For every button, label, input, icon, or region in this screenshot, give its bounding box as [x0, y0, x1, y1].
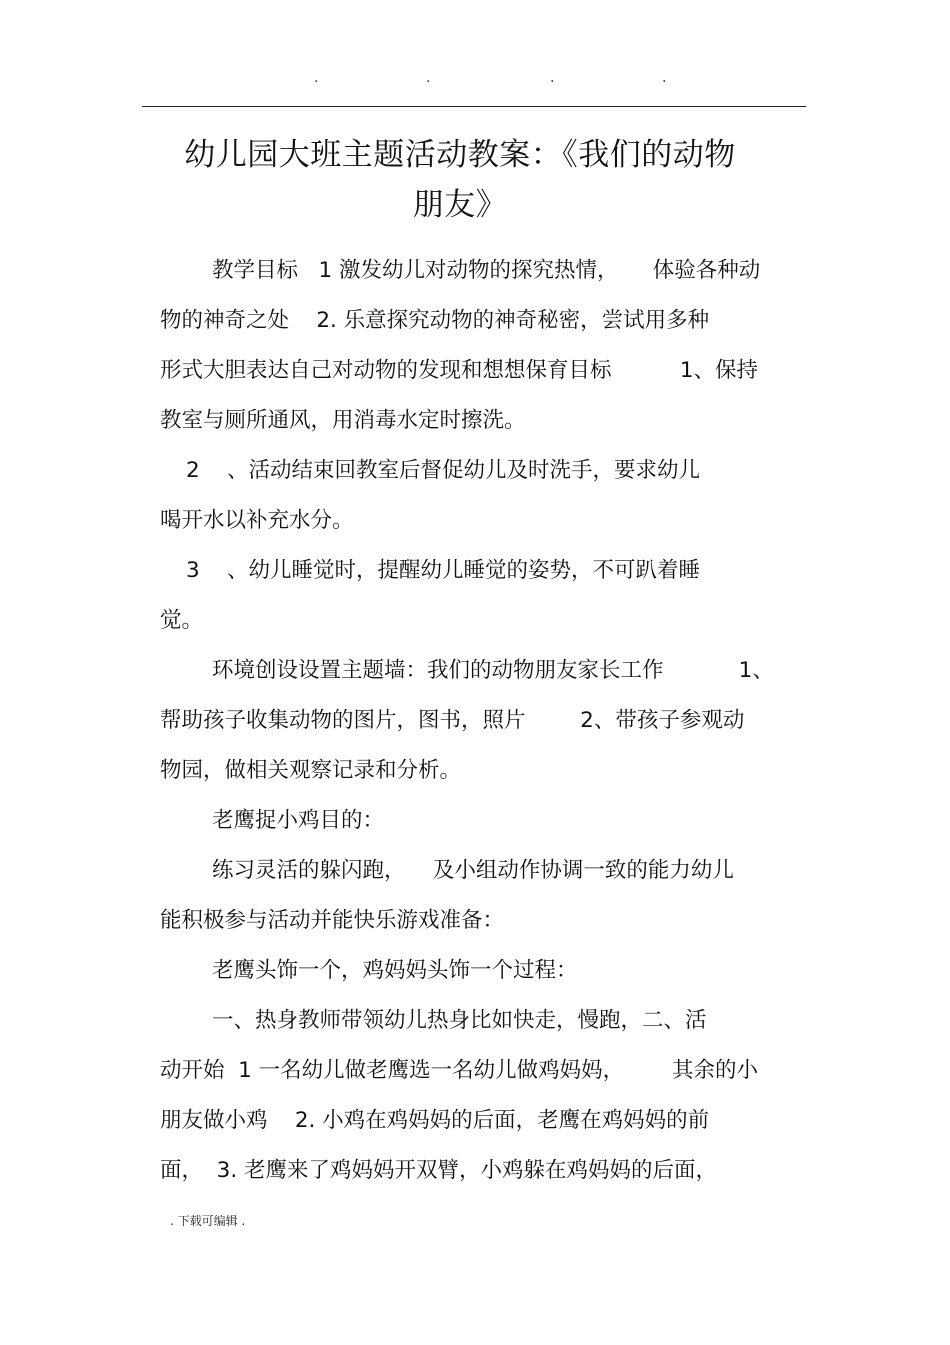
- body-line: 老鹰捉小鸡目的：: [212, 808, 385, 833]
- body-line: 3 、幼儿睡觉时，提醒幼儿睡觉的姿势，不可趴着睡: [186, 558, 701, 583]
- body-line: 练习灵活的躲闪跑， 及小组动作协调一致的能力幼儿: [212, 858, 734, 883]
- body-line: 帮助孩子收集动物的图片，图书，照片 2、带孩子参观动: [160, 708, 745, 733]
- body-line: 老鹰头饰一个，鸡妈妈头饰一个过程：: [212, 958, 578, 983]
- body-line: 朋友做小鸡 2. 小鸡在鸡妈妈的后面，老鹰在鸡妈妈的前: [160, 1108, 710, 1133]
- header-dot: .: [550, 70, 555, 86]
- document-title-line-1: 幼儿园大班主题活动教案：《我们的动物: [184, 137, 736, 173]
- body-line: 物的神奇之处 2. 乐意探究动物的神奇秘密，尝试用多种: [160, 308, 710, 333]
- body-line: 能积极参与活动并能快乐游戏准备：: [160, 908, 505, 933]
- header-dot: .: [662, 70, 667, 86]
- body-line: 2 、活动结束回教室后督促幼儿及时洗手，要求幼儿: [186, 458, 701, 483]
- body-line: 教学目标 1 激发幼儿对动物的探究热情， 体验各种动: [212, 258, 761, 283]
- body-line: 物园，做相关观察记录和分析。: [160, 758, 462, 783]
- header-dot: .: [314, 70, 319, 86]
- body-line: 形式大胆表达自己对动物的发现和想想保育目标 1、保持: [160, 358, 759, 383]
- header-rule: [142, 106, 806, 107]
- body-line: 喝开水以补充水分。: [160, 508, 354, 533]
- body-line: 觉。: [160, 608, 204, 633]
- header-dot: .: [426, 70, 431, 86]
- body-line: 教室与厕所通风，用消毒水定时擦洗。: [160, 408, 526, 433]
- page-footer: . 下载可编辑 .: [170, 1214, 246, 1228]
- document-title-line-2: 朋友》: [412, 187, 508, 223]
- body-line: 环境创设设置主题墙：我们的动物朋友家长工作 1、: [212, 658, 774, 683]
- body-line: 一、热身教师带领幼儿热身比如快走，慢跑，二、活: [212, 1008, 707, 1033]
- body-line: 动开始 1 一名幼儿做老鹰选一名幼儿做鸡妈妈， 其余的小: [160, 1058, 759, 1083]
- body-line: 面， 3. 老鹰来了鸡妈妈开双臂，小鸡躲在鸡妈妈的后面，: [160, 1158, 718, 1183]
